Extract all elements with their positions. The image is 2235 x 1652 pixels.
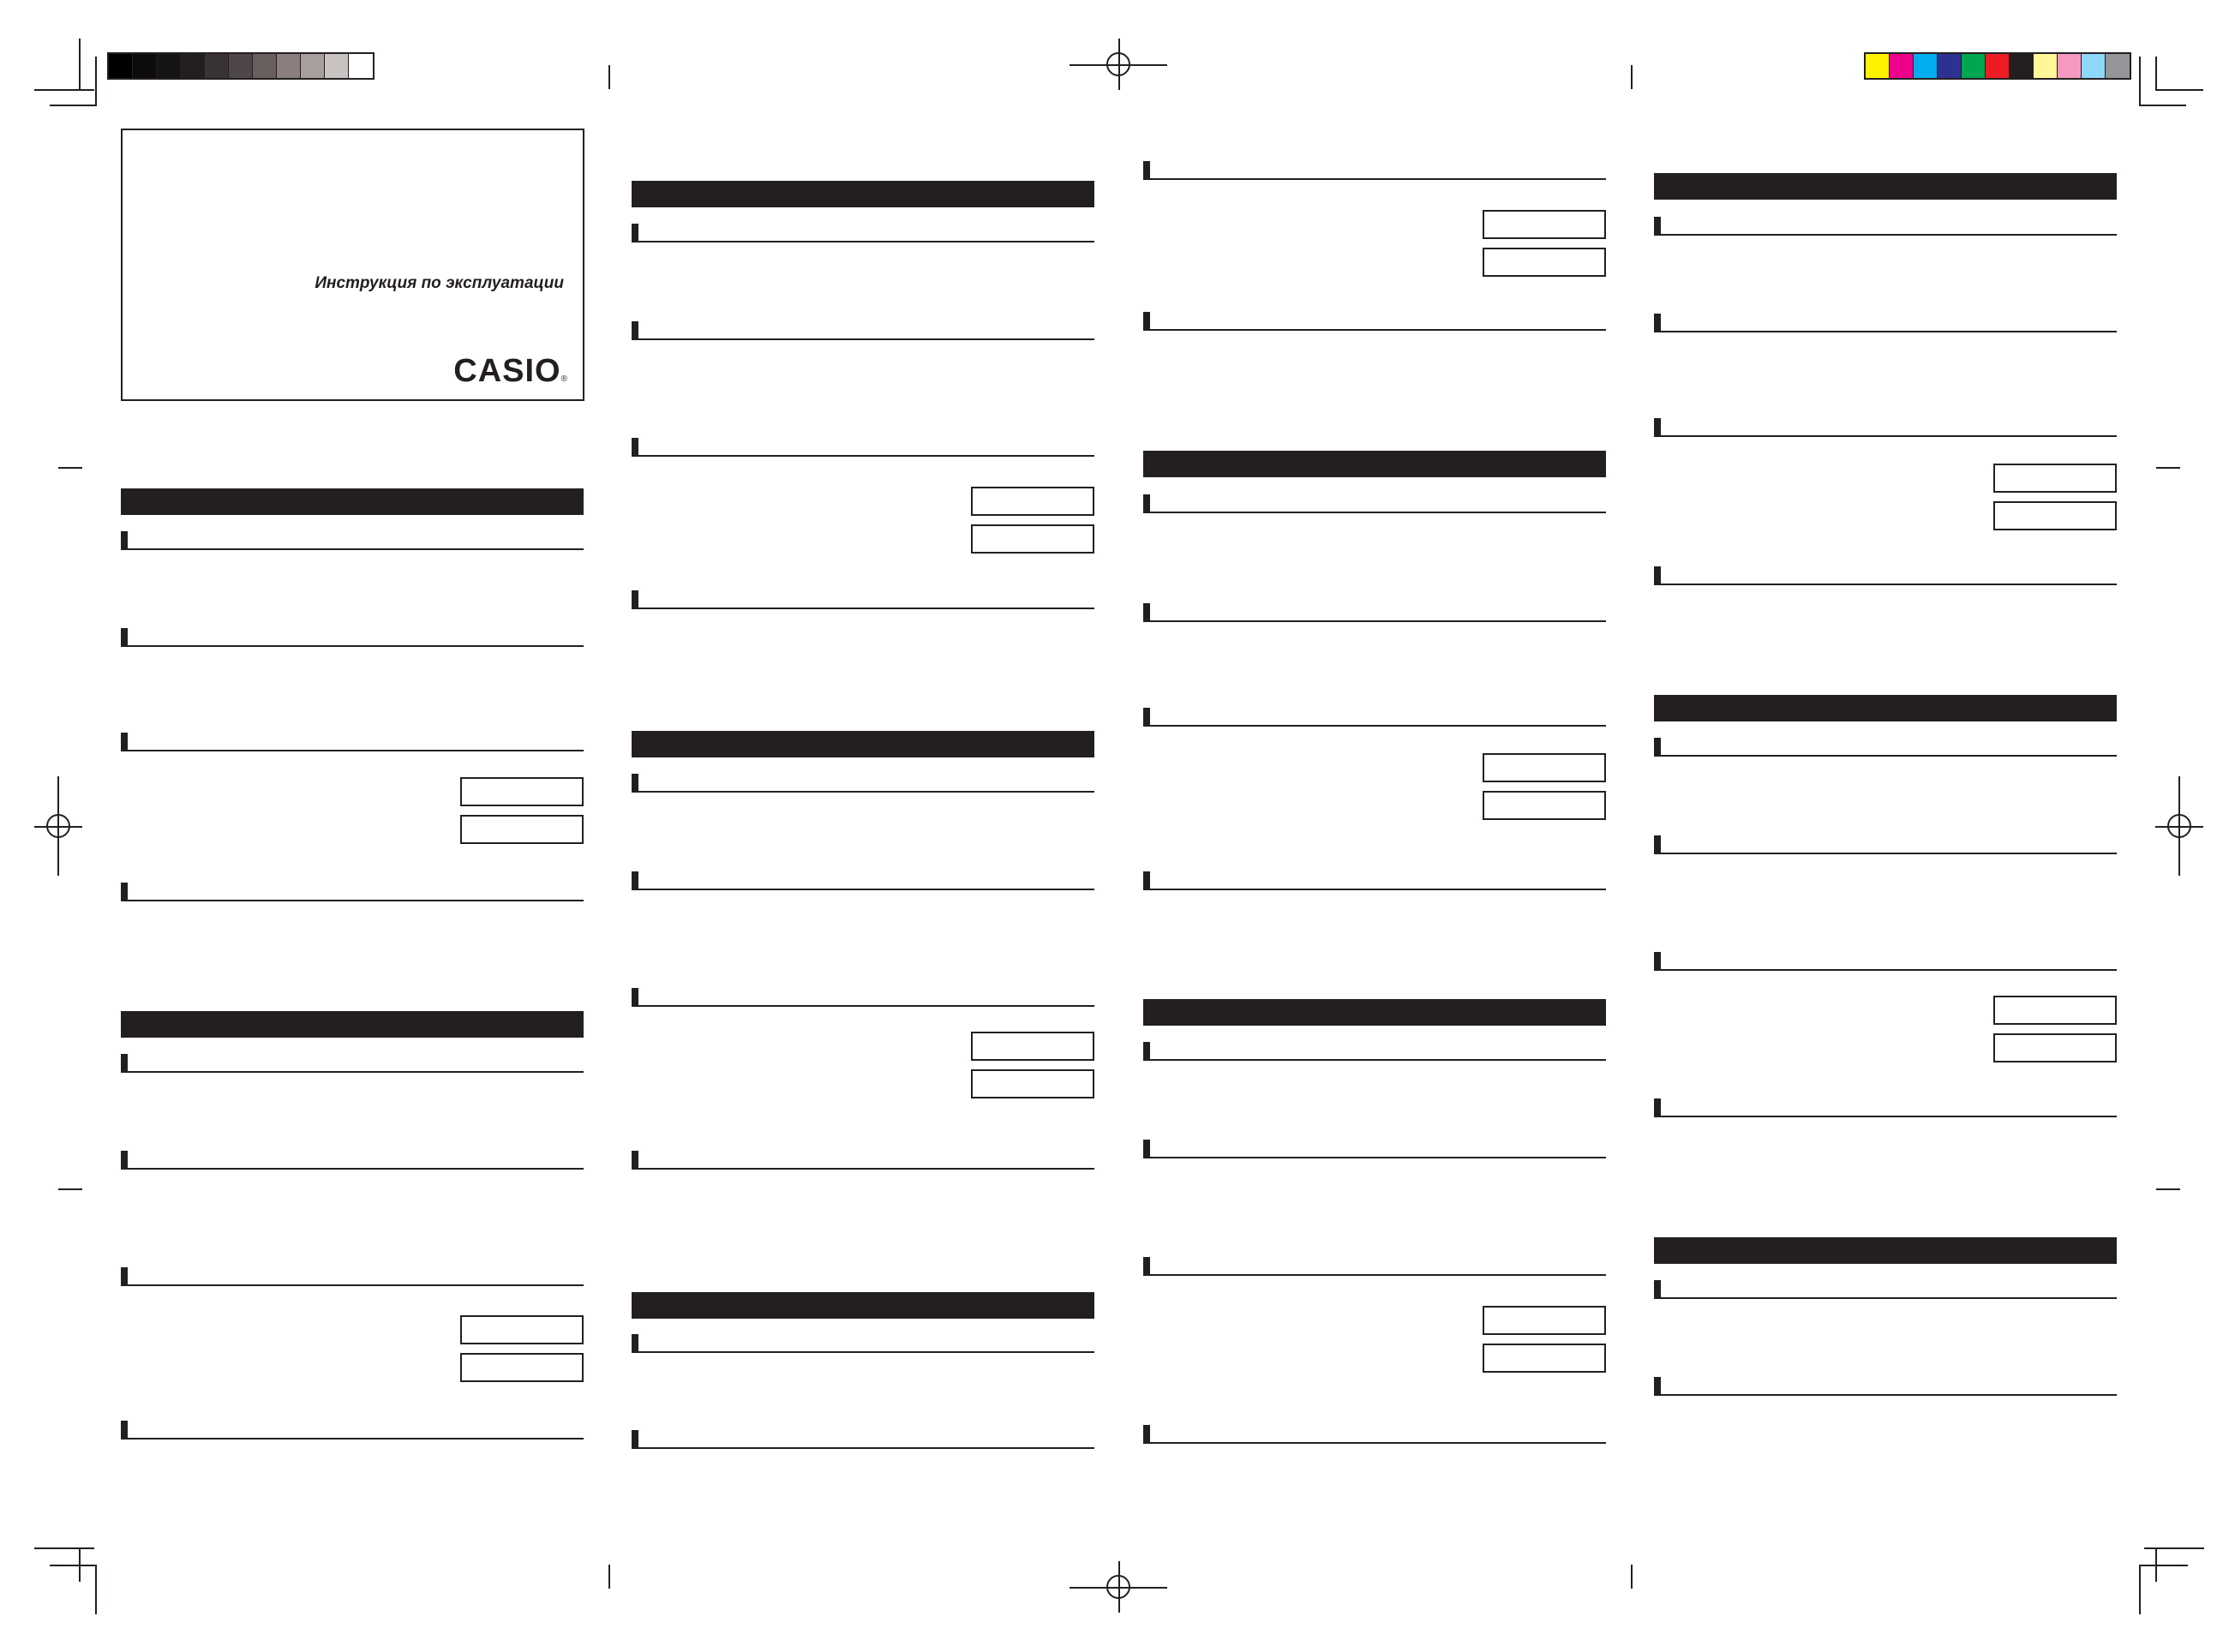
- grayscale-swatch: [277, 54, 301, 78]
- fold-mark: [1631, 1565, 1633, 1589]
- color-swatch: [1914, 54, 1938, 78]
- section-rule: [1661, 853, 2117, 854]
- section-rule: [128, 750, 584, 751]
- section-marker: [121, 1151, 128, 1170]
- section-rule: [638, 1351, 1094, 1353]
- color-swatch: [2106, 54, 2130, 78]
- section-marker: [1654, 738, 1661, 757]
- section-rule: [1150, 1157, 1606, 1158]
- subsection-heading: [1654, 1377, 2117, 1396]
- section-rule: [1150, 1442, 1606, 1444]
- grayscale-swatch: [109, 54, 133, 78]
- section-marker: [121, 733, 128, 751]
- subsection-heading: [632, 988, 1094, 1007]
- section-marker: [1654, 1377, 1661, 1396]
- grayscale-swatch: [229, 54, 253, 78]
- section-marker: [1143, 1140, 1150, 1158]
- section-marker: [632, 1430, 638, 1449]
- section-marker: [1143, 871, 1150, 890]
- subsection-heading: [121, 1421, 584, 1440]
- display-box: [971, 1032, 1094, 1061]
- section-marker: [1654, 314, 1661, 332]
- grayscale-swatch: [325, 54, 349, 78]
- section-rule: [1661, 435, 2117, 437]
- section-marker: [1143, 1425, 1150, 1444]
- display-box: [1483, 1306, 1606, 1335]
- display-box: [971, 487, 1094, 516]
- display-box: [1993, 1033, 2117, 1062]
- section-rule: [638, 1447, 1094, 1449]
- subsection-heading: [1654, 738, 2117, 757]
- section-rule: [1150, 725, 1606, 727]
- section-marker: [632, 774, 638, 793]
- section-rule: [128, 548, 584, 550]
- subsection-heading: [1654, 217, 2117, 236]
- section-rule: [1150, 178, 1606, 180]
- section-rule: [638, 889, 1094, 890]
- subsection-heading: [632, 1334, 1094, 1353]
- section-rule: [1150, 620, 1606, 622]
- subsection-heading: [1654, 566, 2117, 585]
- display-box: [971, 524, 1094, 554]
- subsection-heading: [1143, 312, 1606, 331]
- display-box: [460, 815, 584, 844]
- fold-mark: [58, 467, 82, 469]
- section-marker: [1143, 1257, 1150, 1276]
- section-marker: [121, 628, 128, 647]
- section-marker: [632, 988, 638, 1007]
- color-swatch: [2082, 54, 2106, 78]
- display-box: [1483, 210, 1606, 239]
- casio-logo: [453, 355, 567, 387]
- subsection-heading: [1143, 871, 1606, 890]
- grayscale-swatch: [301, 54, 325, 78]
- section-marker: [632, 321, 638, 340]
- section-marker: [1654, 1098, 1661, 1117]
- section-rule: [1661, 1116, 2117, 1117]
- color-swatch: [1938, 54, 1962, 78]
- section-marker: [632, 1334, 638, 1353]
- section-header-bar: [1143, 999, 1606, 1026]
- section-rule: [638, 608, 1094, 609]
- subsection-heading: [1654, 835, 2117, 854]
- display-box: [1483, 1344, 1606, 1373]
- section-marker: [1143, 708, 1150, 727]
- display-box: [1483, 753, 1606, 782]
- color-swatch-strip: [1864, 52, 2131, 80]
- section-header-bar: [632, 181, 1094, 207]
- subsection-heading: [632, 590, 1094, 609]
- color-swatch: [2058, 54, 2082, 78]
- section-rule: [1661, 584, 2117, 585]
- section-marker: [121, 883, 128, 901]
- subsection-heading: [632, 321, 1094, 340]
- cover-panel: [121, 129, 584, 401]
- subsection-heading: [121, 883, 584, 901]
- section-rule: [638, 455, 1094, 457]
- section-header-bar: [632, 1292, 1094, 1319]
- section-marker: [632, 1151, 638, 1170]
- section-header-bar: [1654, 1237, 2117, 1264]
- color-swatch: [2034, 54, 2058, 78]
- subsection-heading: [632, 224, 1094, 242]
- subsection-heading: [1654, 1280, 2117, 1299]
- section-rule: [128, 1438, 584, 1440]
- section-marker: [1654, 835, 1661, 854]
- subsection-heading: [121, 531, 584, 550]
- section-rule: [1150, 889, 1606, 890]
- section-marker: [121, 531, 128, 550]
- section-marker: [1143, 161, 1150, 180]
- subsection-heading: [1654, 418, 2117, 437]
- fold-mark: [58, 1188, 82, 1190]
- section-marker: [121, 1421, 128, 1440]
- section-rule: [1661, 1394, 2117, 1396]
- subsection-heading: [121, 1151, 584, 1170]
- grayscale-swatch-strip: [107, 52, 374, 80]
- fold-mark: [1631, 65, 1633, 89]
- display-box: [460, 1353, 584, 1382]
- section-marker: [1654, 418, 1661, 437]
- grayscale-swatch: [133, 54, 157, 78]
- color-swatch: [1986, 54, 2010, 78]
- section-rule: [1661, 234, 2117, 236]
- subsection-heading: [1143, 1257, 1606, 1276]
- section-rule: [1150, 1059, 1606, 1061]
- section-rule: [638, 338, 1094, 340]
- section-rule: [638, 1168, 1094, 1170]
- subsection-heading: [121, 1054, 584, 1073]
- brand-name: CASIO: [453, 353, 561, 389]
- section-rule: [128, 900, 584, 901]
- section-rule: [128, 1168, 584, 1170]
- section-marker: [1654, 952, 1661, 971]
- section-marker: [1654, 566, 1661, 585]
- display-box: [1483, 248, 1606, 277]
- section-rule: [638, 791, 1094, 793]
- subsection-heading: [1143, 494, 1606, 513]
- subsection-heading: [1143, 603, 1606, 622]
- section-rule: [128, 1284, 584, 1286]
- grayscale-swatch: [349, 54, 373, 78]
- color-swatch: [1890, 54, 1914, 78]
- section-marker: [632, 438, 638, 457]
- subsection-heading: [1654, 952, 2117, 971]
- section-marker: [1143, 312, 1150, 331]
- subsection-heading: [1143, 708, 1606, 727]
- display-box: [460, 1315, 584, 1344]
- color-swatch: [2010, 54, 2034, 78]
- section-header-bar: [121, 488, 584, 515]
- section-marker: [1654, 1280, 1661, 1299]
- section-marker: [1143, 603, 1150, 622]
- subsection-heading: [1143, 1425, 1606, 1444]
- section-rule: [638, 241, 1094, 242]
- section-header-bar: [632, 731, 1094, 757]
- color-swatch: [1866, 54, 1890, 78]
- section-rule: [1150, 329, 1606, 331]
- fold-mark: [608, 65, 610, 89]
- section-rule: [1661, 1297, 2117, 1299]
- registered-mark: ®: [560, 374, 567, 384]
- section-marker: [1143, 1042, 1150, 1061]
- manual-title: Инструкция по эксплуатации: [315, 274, 564, 292]
- section-marker: [632, 590, 638, 609]
- subsection-heading: [632, 1151, 1094, 1170]
- section-marker: [1143, 494, 1150, 513]
- display-box: [1993, 996, 2117, 1025]
- grayscale-swatch: [181, 54, 205, 78]
- display-box: [1993, 501, 2117, 530]
- section-header-bar: [1654, 695, 2117, 721]
- section-rule: [128, 645, 584, 647]
- section-header-bar: [1143, 451, 1606, 477]
- subsection-heading: [121, 1267, 584, 1286]
- display-box: [1483, 791, 1606, 820]
- section-rule: [1150, 512, 1606, 513]
- section-rule: [638, 1005, 1094, 1007]
- color-swatch: [1962, 54, 1986, 78]
- subsection-heading: [121, 733, 584, 751]
- display-box: [460, 777, 584, 806]
- fold-mark: [2156, 1188, 2180, 1190]
- fold-mark: [608, 1565, 610, 1589]
- subsection-heading: [632, 438, 1094, 457]
- section-rule: [128, 1071, 584, 1073]
- subsection-heading: [1654, 314, 2117, 332]
- subsection-heading: [632, 1430, 1094, 1449]
- subsection-heading: [632, 774, 1094, 793]
- subsection-heading: [121, 628, 584, 647]
- subsection-heading: [632, 871, 1094, 890]
- section-marker: [632, 224, 638, 242]
- grayscale-swatch: [253, 54, 277, 78]
- section-rule: [1150, 1274, 1606, 1276]
- subsection-heading: [1143, 161, 1606, 180]
- fold-mark: [2156, 467, 2180, 469]
- section-marker: [1654, 217, 1661, 236]
- grayscale-swatch: [157, 54, 181, 78]
- display-box: [1993, 464, 2117, 493]
- subsection-heading: [1654, 1098, 2117, 1117]
- section-header-bar: [121, 1011, 584, 1038]
- subsection-heading: [1143, 1140, 1606, 1158]
- subsection-heading: [1143, 1042, 1606, 1061]
- grayscale-swatch: [205, 54, 229, 78]
- section-rule: [1661, 331, 2117, 332]
- section-rule: [1661, 755, 2117, 757]
- section-header-bar: [1654, 173, 2117, 200]
- display-box: [971, 1069, 1094, 1098]
- section-rule: [1661, 969, 2117, 971]
- section-marker: [121, 1054, 128, 1073]
- section-marker: [121, 1267, 128, 1286]
- section-marker: [632, 871, 638, 890]
